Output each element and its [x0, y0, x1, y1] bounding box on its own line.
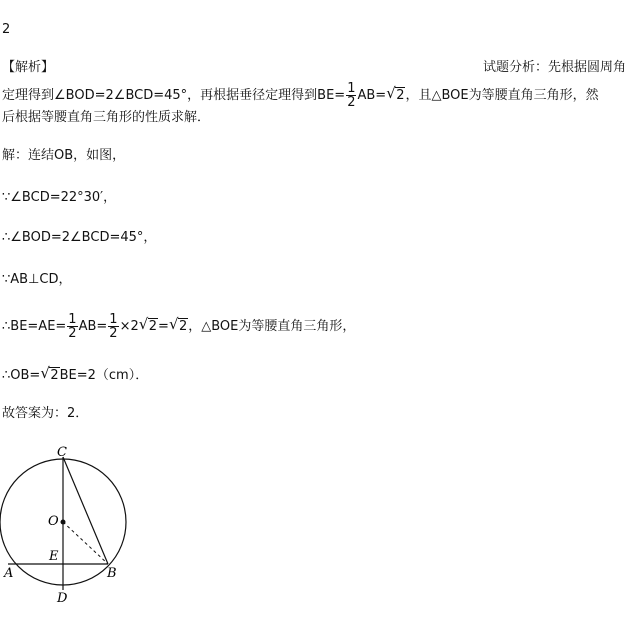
final-answer: 故答案为：2． — [2, 406, 89, 421]
angle-symbol: ∠ — [54, 88, 66, 103]
solution-step-3: ∵AB⊥CD， — [2, 272, 72, 287]
solution-step-1: ∵∠BCD=22°30′， — [2, 190, 117, 205]
analysis-tag: 【解析】 — [2, 60, 55, 75]
analysis-line-3: 后根据等腰直角三角形的性质求解． — [2, 110, 211, 125]
segment-cb — [63, 457, 108, 564]
label-e: E — [49, 549, 59, 564]
sqrt-two: √ 2 — [168, 315, 188, 334]
triangle-symbol: △ — [201, 319, 212, 334]
sqrt-two: √ 2 — [386, 84, 405, 103]
fraction-one-half: $\frac{1}{2}$ — [68, 312, 77, 341]
center-point — [61, 520, 66, 525]
fraction-one-half: $\frac{1}{2}$ — [347, 81, 356, 110]
answer-number: 2 — [2, 22, 11, 37]
solution-intro: 解：连结OB，如图， — [2, 148, 126, 163]
label-o: O — [48, 514, 59, 529]
label-a: A — [4, 566, 14, 581]
segment-ob-dashed — [63, 522, 108, 564]
fraction-one-half: $\frac{1}{2}$ — [109, 312, 118, 341]
solution-step-4: ∴BE=AE= $\frac{1}{2}$ AB= $\frac{1}{2}$ ×2 √ 2= √ 2，△BOE为等腰直角三角形， — [2, 312, 356, 341]
analysis-line-2: 定理得到∠BOD=2∠BCD=45°，再根据垂径定理得到BE= $\frac{1}{2}$ AB= √ 2，且△BOE为等腰直角三角形，然 — [2, 81, 599, 110]
analysis-hint-intro: 试题分析：先根据圆周角 — [482, 60, 626, 75]
label-d: D — [57, 591, 68, 606]
solution-step-2: ∴∠BOD=2∠BCD=45°， — [2, 230, 157, 245]
sqrt-two: √ 2 — [40, 364, 59, 383]
label-c: C — [57, 445, 67, 460]
angle-symbol: ∠ — [113, 88, 126, 103]
solution-step-5: ∴OB= √ 2BE=2（cm）． — [2, 366, 148, 386]
geometry-figure — [0, 444, 140, 619]
label-b: B — [107, 566, 117, 581]
analysis-line-1 — [2, 58, 626, 78]
sqrt-two: √ 2 — [138, 315, 158, 334]
triangle-symbol: △ — [431, 88, 442, 103]
